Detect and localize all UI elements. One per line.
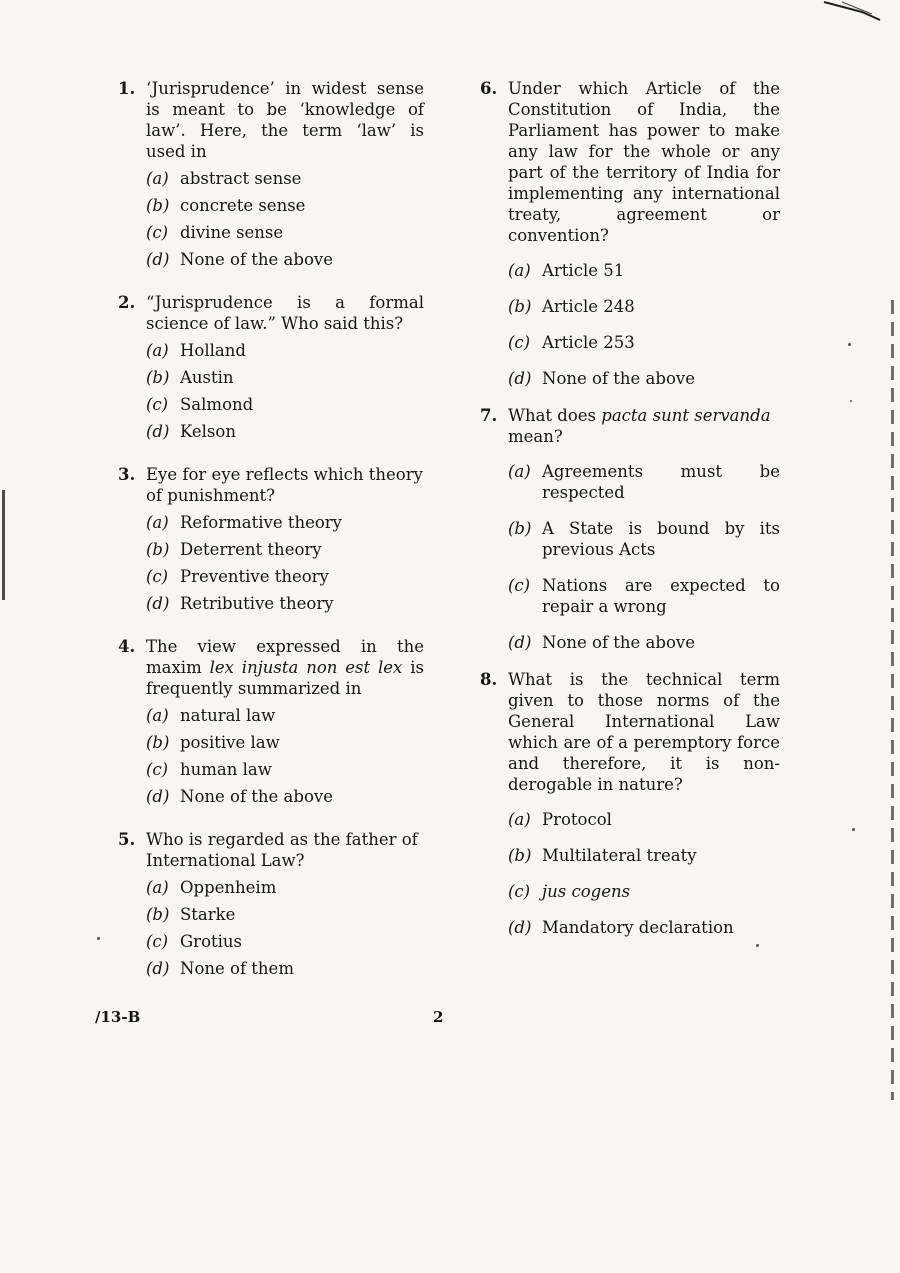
question-stem — [118, 78, 424, 162]
question-stem — [118, 292, 424, 334]
option-label: (a) — [146, 513, 169, 532]
option-text: Protocol — [542, 810, 612, 829]
option-d — [480, 632, 780, 653]
options-list — [118, 168, 424, 270]
option-label: (a) — [146, 341, 169, 360]
option-text: None of the above — [542, 369, 695, 388]
option-a — [118, 340, 424, 361]
right-column — [480, 78, 780, 960]
option-d — [118, 958, 424, 979]
question-number: 5. — [118, 830, 136, 849]
option-c — [480, 332, 780, 353]
option-c — [118, 759, 424, 780]
option-label: (a) — [508, 261, 531, 280]
option-text: Starke — [180, 905, 236, 924]
speckle — [97, 937, 100, 940]
option-b — [118, 367, 424, 388]
option-label: (a) — [146, 878, 169, 897]
option-label: (c) — [146, 395, 169, 414]
question-stem — [118, 829, 424, 871]
options-list — [480, 809, 780, 938]
question-text — [508, 405, 780, 447]
option-c — [118, 566, 424, 587]
question-stem — [480, 78, 780, 246]
question-4 — [118, 636, 424, 807]
option-label: (c) — [508, 333, 531, 352]
option-text: Kelson — [180, 422, 236, 441]
question-number: 7. — [480, 406, 498, 425]
option-text: None of the above — [180, 250, 333, 269]
option-a — [118, 705, 424, 726]
options-list — [118, 512, 424, 614]
option-a — [480, 809, 780, 830]
booklet-code: /13-B — [95, 1008, 141, 1026]
binding-edge — [891, 300, 894, 1100]
option-label: (c) — [146, 932, 169, 951]
left-column — [118, 78, 424, 1001]
option-b — [118, 904, 424, 925]
option-label: (d) — [146, 250, 170, 269]
question-text: Who is regarded as the father of International Law? — [146, 830, 418, 870]
option-d — [480, 368, 780, 389]
question-stem — [118, 636, 424, 699]
option-text: concrete sense — [180, 196, 306, 215]
question-number: 6. — [480, 79, 498, 98]
option-label: (b) — [146, 196, 170, 215]
option-text: Grotius — [180, 932, 243, 951]
option-label: (c) — [508, 882, 531, 901]
option-label: (d) — [508, 369, 532, 388]
option-text: Holland — [180, 341, 246, 360]
option-text: Article 248 — [542, 297, 635, 316]
option-label: (b) — [146, 368, 170, 387]
option-label: (a) — [508, 810, 531, 829]
option-text: divine sense — [180, 223, 284, 242]
question-number: 2. — [118, 293, 136, 312]
option-a — [118, 512, 424, 533]
option-text: natural law — [180, 706, 276, 725]
option-text: Salmond — [180, 395, 254, 414]
option-b — [480, 518, 780, 560]
option-b — [118, 539, 424, 560]
option-text: Deterrent theory — [180, 540, 322, 559]
question-1 — [118, 78, 424, 270]
speckle — [850, 400, 852, 402]
option-c — [118, 394, 424, 415]
option-text: Nations are expected to repair a wrong — [542, 576, 780, 616]
option-text: Article 51 — [542, 261, 625, 280]
option-b — [118, 732, 424, 753]
option-label: (b) — [146, 540, 170, 559]
question-7 — [480, 405, 780, 653]
option-text: abstract sense — [180, 169, 302, 188]
option-a — [480, 461, 780, 503]
option-label: (b) — [508, 846, 532, 865]
option-text: Preventive theory — [180, 567, 329, 586]
option-text: human law — [180, 760, 272, 779]
question-stem — [118, 464, 424, 506]
option-c — [480, 881, 780, 902]
question-5 — [118, 829, 424, 979]
option-d — [118, 593, 424, 614]
question-text-suffix: mean? — [508, 427, 563, 446]
option-d — [118, 249, 424, 270]
question-text-prefix: What does — [508, 406, 602, 425]
options-list — [118, 340, 424, 442]
question-number: 3. — [118, 465, 136, 484]
question-text: What is the technical term given to those norms of the General International Law which are of a peremptory force and therefore, it is non-derogable in nature? — [508, 670, 780, 794]
question-text — [146, 636, 424, 699]
option-text: Article 253 — [542, 333, 635, 352]
option-text: Multilateral treaty — [542, 846, 697, 865]
option-c — [118, 222, 424, 243]
options-list — [480, 260, 780, 389]
question-stem — [480, 669, 780, 795]
scan-mark — [822, 0, 882, 22]
option-a — [118, 877, 424, 898]
option-text: None of the above — [180, 787, 333, 806]
option-label: (b) — [146, 733, 170, 752]
option-label: (d) — [146, 422, 170, 441]
option-text: Retributive theory — [180, 594, 334, 613]
option-text: Austin — [180, 368, 234, 387]
option-text: Mandatory declaration — [542, 918, 734, 937]
question-3 — [118, 464, 424, 614]
speckle — [848, 343, 851, 346]
option-label: (a) — [146, 706, 169, 725]
option-text: None of them — [180, 959, 294, 978]
option-text: Reformative theory — [180, 513, 343, 532]
option-label: (d) — [146, 787, 170, 806]
latin-maxim: lex injusta non est lex — [209, 658, 403, 677]
option-a — [118, 168, 424, 189]
question-text: Under which Article of the Constitution of India, the Parliament has power to make any law for the whole or any part of the territory of India for implementing any international treaty, agreement or convention? — [508, 79, 780, 245]
question-stem — [480, 405, 780, 447]
option-d — [118, 421, 424, 442]
speckle — [852, 828, 855, 831]
option-d — [480, 917, 780, 938]
option-label: (d) — [508, 918, 532, 937]
option-label: (c) — [508, 576, 531, 595]
option-text: Oppenheim — [180, 878, 277, 897]
latin-maxim: pacta sunt servanda — [601, 406, 771, 425]
option-label: (d) — [146, 959, 170, 978]
option-text: positive law — [180, 733, 280, 752]
option-a — [480, 260, 780, 281]
options-list — [118, 705, 424, 807]
option-label: (c) — [146, 223, 169, 242]
question-text: Eye for eye reflects which theory of punishment? — [146, 465, 423, 505]
option-c — [480, 575, 780, 617]
option-text: None of the above — [542, 633, 695, 652]
question-text-suffix: is frequently summarized in — [146, 658, 424, 698]
option-text: Agreements must be respected — [542, 462, 780, 502]
question-number: 8. — [480, 670, 498, 689]
question-text-prefix: The view expressed in the maxim — [146, 637, 424, 677]
question-2 — [118, 292, 424, 442]
option-label: (c) — [146, 567, 169, 586]
option-b — [480, 845, 780, 866]
option-c — [118, 931, 424, 952]
option-label: (b) — [508, 297, 532, 316]
option-d — [118, 786, 424, 807]
option-label: (a) — [146, 169, 169, 188]
option-text: A State is bound by its previous Acts — [542, 519, 780, 559]
scan-edge-mark — [2, 490, 5, 600]
option-text: jus cogens — [542, 882, 631, 901]
option-b — [118, 195, 424, 216]
option-label: (b) — [146, 905, 170, 924]
page-number: 2 — [433, 1008, 444, 1026]
option-label: (d) — [508, 633, 532, 652]
question-text: ‘Jurisprudence’ in widest sense is meant to be ‘knowledge of law’. Here, the term ‘law’ is used in — [146, 79, 424, 161]
option-label: (c) — [146, 760, 169, 779]
option-label: (b) — [508, 519, 532, 538]
option-label: (a) — [508, 462, 531, 481]
question-number: 4. — [118, 637, 136, 656]
question-text: “Jurisprudence is a formal science of law.” Who said this? — [146, 293, 424, 333]
option-b — [480, 296, 780, 317]
options-list — [480, 461, 780, 653]
options-list — [118, 877, 424, 979]
question-8 — [480, 669, 780, 938]
question-6 — [480, 78, 780, 389]
question-number: 1. — [118, 79, 136, 98]
option-label: (d) — [146, 594, 170, 613]
